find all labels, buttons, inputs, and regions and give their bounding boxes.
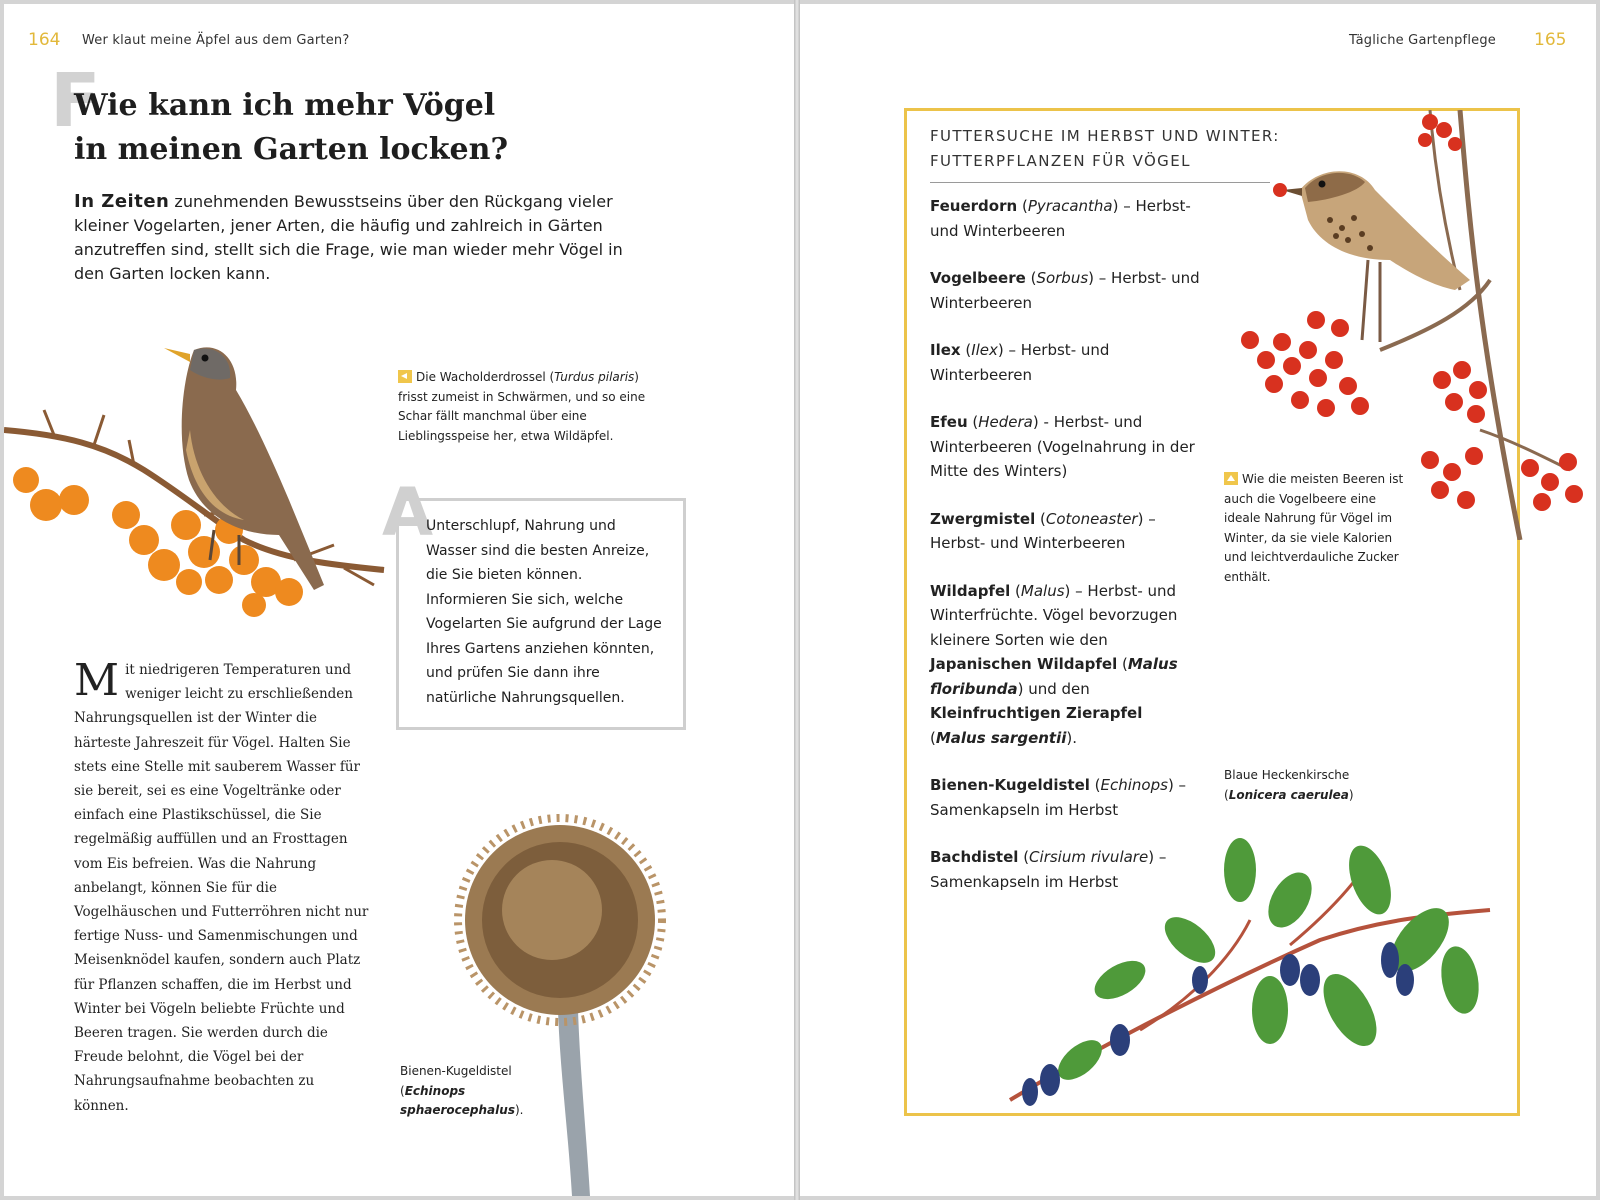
plant-name: Vogelbeere: [930, 269, 1026, 287]
plant-latin: Cirsium rivulare: [1029, 848, 1149, 866]
sidebar-heading-line-1: FUTTERSUCHE IM HERBST UND WINTER:: [930, 127, 1280, 145]
sidebar-heading-line-2: FUTTERPFLANZEN FÜR VÖGEL: [930, 152, 1191, 170]
plant-item: Bachdistel (Cirsium rivulare) – Samenkapseln im Herbst: [930, 848, 1167, 891]
right-page-number: 165: [1534, 30, 1567, 50]
answer-letter: A: [382, 474, 434, 551]
thistle-caption-paren-open: (: [400, 1083, 405, 1098]
caption-pointer-up-icon: [1224, 472, 1238, 485]
question-letter: F: [50, 58, 101, 144]
plant-desc: Herbst- und Winterbeeren: [930, 534, 1126, 552]
plant-desc: Herbst- und Winterbeeren (Vogelnahrung in der Mitte des Winters): [930, 413, 1195, 480]
plant-latin: Sorbus: [1036, 269, 1089, 287]
caption-pointer-left-icon: [398, 370, 412, 383]
globe-thistle-illustration: [440, 810, 680, 1196]
fieldfare-caption-latin: Turdus pilaris: [554, 370, 635, 384]
thistle-caption-common: Bienen-Kugeldistel: [400, 1064, 512, 1078]
plant-item: Ilex (Ilex) – Herbst- und Winterbeeren: [930, 341, 1110, 384]
thistle-caption-latin: Echinops sphaerocephalus: [400, 1083, 515, 1117]
honeysuckle-caption-latin: Lonicera caerulea: [1228, 787, 1349, 802]
title-line-2: in meinen Garten locken?: [74, 132, 509, 167]
honeysuckle-illustration: [990, 830, 1500, 1120]
thistle-caption-paren-close: ).: [514, 1103, 524, 1117]
rowan-caption: [1224, 470, 1414, 587]
plant-subname: Japanischen Wildapfel: [930, 655, 1118, 673]
plant-desc: Samenkapseln im Herbst: [930, 872, 1119, 891]
plant-desc: Herbst- und Winterbeeren: [930, 341, 1110, 384]
answer-text: Unterschlupf, Nahrung und Wasser sind die besten Anreize, die Sie bieten können. Informieren Sie sich, welche Vogelarten Sie aufgrund der Lage Ihres Gartens anziehen könnten, und prüfen Sie dann ihre natürliche Nahrungsquellen.: [426, 518, 662, 706]
plant-latin: Ilex: [971, 341, 998, 359]
page-title: [74, 84, 634, 172]
plant-item: Zwergmistel (Cotoneaster) – Herbst- und Winterbeeren: [930, 509, 1156, 552]
plant-name: Efeu: [930, 413, 968, 431]
honeysuckle-caption: Blaue Heckenkirsche (Lonicera caerulea): [1224, 768, 1354, 802]
plant-subname: Kleinfruchtigen Zierapfel: [930, 704, 1143, 722]
plant-latin: Malus: [1020, 581, 1065, 600]
thistle-caption: [400, 1062, 550, 1121]
plant-name: Bienen-Kugeldistel: [930, 776, 1090, 794]
plant-desc: Samenkapseln im Herbst: [930, 800, 1119, 819]
plant-item: Wildapfel (Malus) – Herbst- und Winterfrüchte. Vögel bevorzugen kleinere Sorten wie den Japanischen Wildapfel (Malus floribunda) und den Kleinfruchtigen Zierapfel (Malus sargentii).: [930, 581, 1178, 747]
plant-list: [930, 194, 1200, 917]
plant-item: Bienen-Kugeldistel (Echinops) – Samenkapseln im Herbst: [930, 776, 1187, 819]
sidebar-divider: [930, 182, 1270, 183]
fieldfare-caption: [398, 368, 660, 446]
plant-item: Feuerdorn (Pyracantha) – Herbst- und Winterbeeren: [930, 197, 1191, 240]
plant-sublatin: Malus sargentii: [935, 728, 1067, 747]
fieldfare-caption-text-1: Die Wacholderdrossel (: [416, 370, 555, 384]
lead-text: zunehmenden Bewusstseins über den Rückgang vieler kleiner Vogelarten, jener Arten, die häufig und zahlreich in Gärten anzutreffen sind, stellt sich die Frage, wie man wieder mehr Vögel in den Garten locken kann.: [74, 192, 623, 283]
plant-desc: Herbst- und Winterbeeren: [930, 269, 1200, 312]
plant-name: Bachdistel: [930, 848, 1019, 866]
plant-latin: Cotoneaster: [1045, 509, 1138, 528]
thistle-seedhead: [458, 818, 662, 1022]
body-dropcap: M: [74, 655, 120, 706]
plant-desc: Herbst- und Winterfrüchte. Vögel bevorzugen kleinere Sorten wie den: [930, 581, 1178, 649]
plant-sublatin: Malus floribunda: [930, 655, 1178, 698]
plant-latin: Hedera: [978, 413, 1033, 431]
title-line-1: Wie kann ich mehr Vögel: [74, 88, 496, 123]
honeysuckle-caption-common: Blaue Heckenkirsche: [1224, 768, 1350, 782]
plant-connector: und den: [1028, 679, 1090, 698]
plant-name: Feuerdorn: [930, 197, 1018, 215]
plant-name: Zwergmistel: [930, 509, 1036, 528]
plant-name: Ilex: [930, 341, 961, 359]
plant-item: Efeu (Hedera) - Herbst- und Winterbeeren (Vogelnahrung in der Mitte des Winters): [930, 413, 1195, 480]
body-paragraph: it niedrigeren Temperaturen und weniger leicht zu erschließenden Nahrungsquellen ist der Winter die härteste Jahreszeit für Vögel. Halten Sie stets eine Stelle mit sauberem Wasser für sie bereit, sei es eine Vogeltränke oder einfach eine Plastikschüssel, die Sie regelmäßig auffüllen und an Frosttagen vom Eis befreien. Was die Nahrung anbelangt, können Sie für die Vogelhäuschen und Futterröhren nicht nur fertige Nuss- und Samenmischungen und Meisenknödel kaufen, sondern auch Platz für Pflanzen schaffen, die im Herbst und Winter bei Vögeln beliebte Früchte und Beeren tragen. Sie werden durch die Freude belohnt, die Vögel bei der Nahrungsaufnahme beobachten zu können.: [74, 662, 369, 1114]
lead-paragraph: [74, 190, 654, 286]
left-page-number: 164: [28, 30, 61, 50]
fieldfare-illustration: [4, 320, 394, 650]
body-text: [74, 655, 370, 1118]
plant-item: Vogelbeere (Sorbus) – Herbst- und Winterbeeren: [930, 269, 1200, 312]
plant-desc: Herbst- und Winterbeeren: [930, 197, 1191, 240]
lead-smallcaps: In Zeiten: [74, 191, 170, 212]
thistle-stem: [558, 1010, 590, 1196]
fieldfare-caption-text-2: ) frisst zumeist in Schwärmen, und so eine Schar fällt manchmal über eine Lieblingsspeise her, etwa Wildäpfel.: [398, 370, 646, 443]
rowan-caption-text: Wie die meisten Beeren ist auch die Vogelbeere eine ideale Nahrung für Vögel im Winter, da sie viele Kalorien und leichtverdauliche Zucker enthält.: [1224, 472, 1404, 584]
right-running-title: Tägliche Gartenpflege: [1349, 33, 1496, 48]
left-running-title: Wer klaut meine Äpfel aus dem Garten?: [82, 33, 350, 48]
plant-latin: Pyracantha: [1027, 197, 1113, 215]
plant-name: Wildapfel: [930, 581, 1011, 600]
plant-latin: Echinops: [1100, 776, 1168, 794]
